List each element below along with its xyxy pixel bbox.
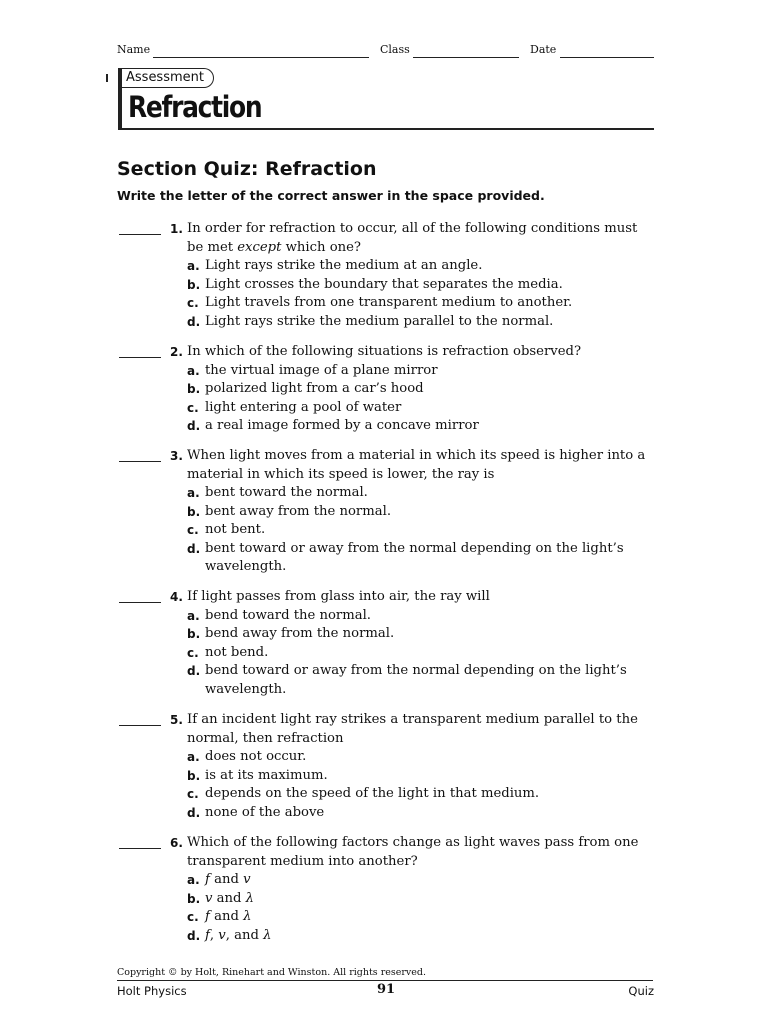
answer-option — [187, 785, 657, 804]
answer-option — [187, 540, 657, 577]
answer-blank[interactable] — [119, 220, 161, 235]
answer-option — [187, 484, 657, 503]
question-number: 5. — [170, 713, 183, 727]
answer-option — [187, 890, 657, 909]
answer-option — [187, 871, 657, 890]
question-number: 2. — [170, 345, 183, 359]
option-letter: d. — [187, 664, 201, 678]
option-letter: d. — [187, 541, 201, 556]
option-letter: c. — [187, 910, 199, 924]
question-stem: In order for refraction to occur, all of the following conditions must be met except which one? — [187, 221, 638, 255]
option-text: a real image formed by a concave mirror — [205, 418, 479, 433]
option-text: bent away from the normal. — [205, 503, 392, 519]
answer-option — [187, 313, 657, 332]
option-text: bend toward the normal. — [205, 607, 372, 623]
answer-option — [187, 417, 657, 436]
name-label: Name — [117, 43, 151, 56]
option-letter: a. — [187, 259, 200, 273]
option-text: the virtual image of a plane mirror — [205, 362, 438, 378]
assessment-tag-label: Assessment — [126, 70, 204, 85]
question-number: 4. — [170, 590, 183, 604]
option-letter: b. — [187, 504, 201, 519]
answer-option — [187, 362, 657, 381]
question-stem: Which of the following factors change as light waves pass from one transparent medium into another? — [187, 835, 639, 869]
question — [117, 588, 657, 699]
assessment-tag — [118, 68, 214, 88]
answer-blank[interactable] — [119, 711, 161, 726]
question — [117, 447, 657, 577]
student-info-line — [117, 43, 654, 61]
answer-blank[interactable] — [119, 834, 161, 849]
answer-option — [187, 399, 657, 418]
margin-tick — [106, 74, 108, 82]
option-text: bend toward or away from the normal depending on the light’s wavelength. — [205, 663, 627, 697]
option-text: bent toward the normal. — [205, 485, 368, 500]
option-text: bend away from the normal. — [205, 626, 395, 641]
footer-book: Holt Physics — [117, 984, 187, 998]
title-rule — [118, 128, 654, 130]
question-number: 3. — [170, 449, 183, 463]
option-letter: d. — [187, 419, 201, 433]
option-text: not bent. — [205, 522, 266, 537]
option-letter: d. — [187, 805, 201, 820]
footer-type: Quiz — [628, 984, 654, 998]
option-letter: c. — [187, 400, 199, 415]
option-text: bent toward or away from the normal depending on the light’s wavelength. — [205, 540, 624, 574]
option-letter: b. — [187, 627, 201, 641]
answer-option — [187, 927, 657, 946]
option-letter: b. — [187, 277, 201, 292]
question — [117, 834, 657, 945]
question-stem: In which of the following situations is refraction observed? — [187, 344, 582, 359]
answer-option — [187, 767, 657, 786]
answer-blank[interactable] — [119, 588, 161, 603]
question-stem: If an incident light ray strikes a transparent medium parallel to the normal, then refraction — [187, 712, 638, 746]
answer-option — [187, 294, 657, 313]
class-field[interactable] — [413, 57, 519, 58]
option-text: f and v — [205, 872, 251, 887]
class-label: Class — [380, 43, 410, 56]
option-letter: c. — [187, 523, 199, 537]
option-letter: a. — [187, 750, 200, 764]
answer-option — [187, 607, 657, 626]
answer-option — [187, 276, 657, 295]
option-letter: a. — [187, 363, 200, 378]
question — [117, 711, 657, 822]
option-letter: c. — [187, 787, 199, 801]
answer-blank[interactable] — [119, 447, 161, 462]
option-text: does not occur. — [205, 749, 307, 764]
option-letter: b. — [187, 382, 201, 396]
option-letter: c. — [187, 296, 199, 310]
section-title: Section Quiz: Refraction — [117, 158, 377, 180]
copyright: Copyright © by Holt, Rinehart and Winston. All rights reserved. — [117, 967, 426, 978]
option-text: f, v, and λ — [205, 927, 272, 943]
option-text: light entering a pool of water — [205, 399, 402, 415]
answer-option — [187, 521, 657, 540]
footer-rule — [117, 980, 653, 981]
page-title: Refraction — [128, 90, 262, 124]
option-text: none of the above — [205, 804, 325, 820]
option-letter: c. — [187, 645, 199, 660]
answer-option — [187, 804, 657, 823]
answer-option — [187, 662, 657, 699]
answer-option — [187, 644, 657, 663]
answer-option — [187, 503, 657, 522]
question-number: 1. — [170, 222, 183, 236]
date-label: Date — [530, 43, 557, 56]
instructions: Write the letter of the correct answer in the space provided. — [117, 188, 545, 203]
question — [117, 220, 657, 331]
question — [117, 343, 657, 436]
option-letter: d. — [187, 928, 201, 943]
option-text: Light rays strike the medium parallel to the normal. — [205, 313, 554, 329]
option-text: Light rays strike the medium at an angle. — [205, 258, 483, 273]
answer-blank[interactable] — [119, 343, 161, 358]
answer-option — [187, 908, 657, 927]
option-text: not bend. — [205, 644, 269, 660]
option-letter: b. — [187, 891, 201, 906]
answer-option — [187, 748, 657, 767]
name-field[interactable] — [153, 57, 369, 58]
answer-option — [187, 625, 657, 644]
option-text: v and λ — [205, 890, 254, 906]
option-letter: d. — [187, 314, 201, 329]
option-text: f and λ — [205, 909, 252, 924]
option-text: depends on the speed of the light in that medium. — [205, 786, 540, 801]
question-stem: When light moves from a material in which its speed is higher into a material in which its speed is lower, the ray is — [187, 448, 646, 482]
question-stem: If light passes from glass into air, the ray will — [187, 589, 490, 604]
answer-option — [187, 257, 657, 276]
page-number: 91 — [377, 982, 396, 997]
option-letter: a. — [187, 486, 200, 500]
question-number: 6. — [170, 836, 183, 850]
option-text: Light crosses the boundary that separates the media. — [205, 276, 563, 292]
option-text: polarized light from a car’s hood — [205, 381, 424, 396]
option-letter: a. — [187, 873, 200, 887]
option-letter: b. — [187, 768, 201, 783]
date-field[interactable] — [560, 57, 654, 58]
option-text: Light travels from one transparent medium to another. — [205, 295, 573, 310]
option-text: is at its maximum. — [205, 767, 328, 783]
option-letter: a. — [187, 608, 200, 623]
answer-option — [187, 380, 657, 399]
